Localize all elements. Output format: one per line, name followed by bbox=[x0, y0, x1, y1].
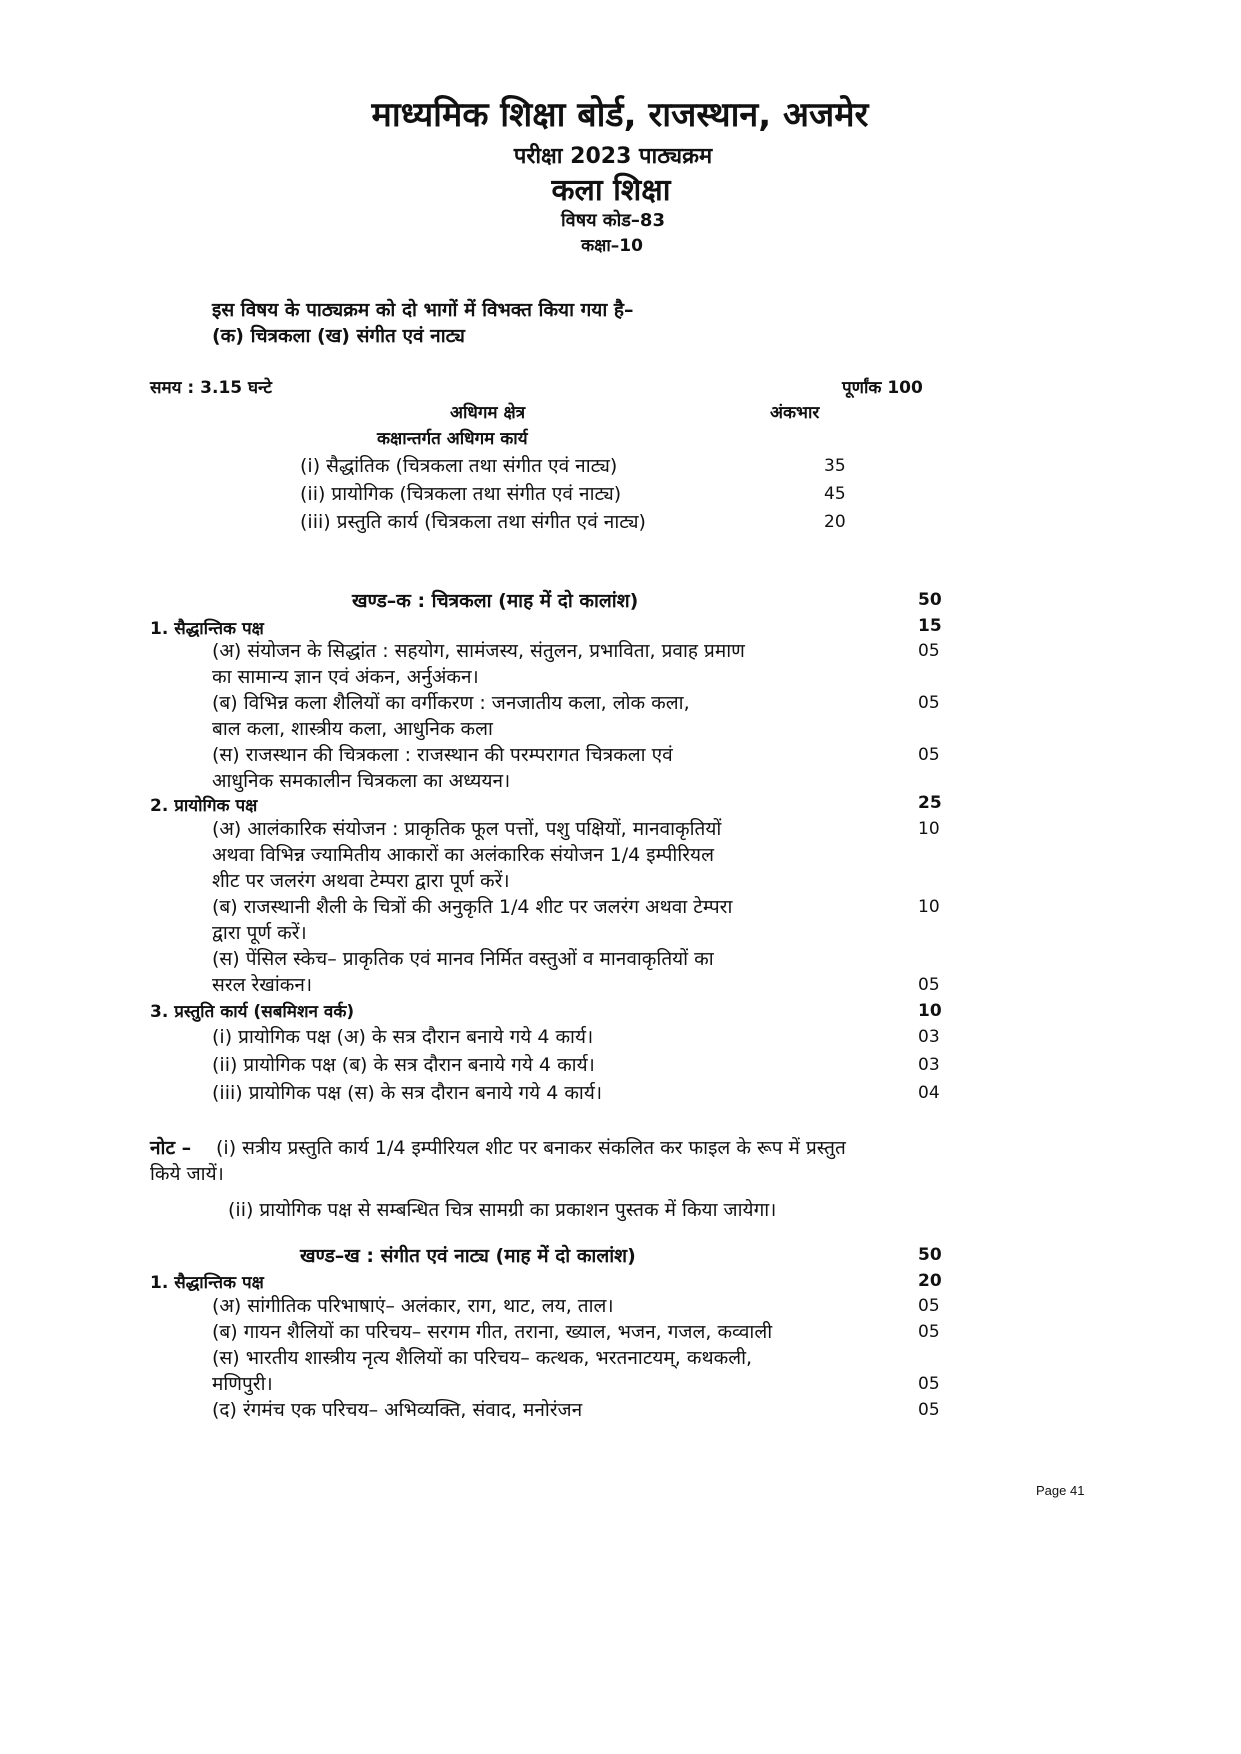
scheme-row-theory-marks: 35 bbox=[824, 456, 846, 476]
a-theory-item-c-marks: 05 bbox=[918, 745, 940, 765]
section-a-submission-heading: 3. प्रस्तुति कार्य (सबमिशन वर्क) bbox=[150, 1002, 355, 1022]
b-theory-item-c-marks: 05 bbox=[918, 1374, 940, 1394]
class-label: कक्षा–10 bbox=[581, 236, 643, 256]
subject-title: कला शिक्षा bbox=[551, 173, 671, 208]
a-practical-item-c-l1: (स) पेंसिल स्केच– प्राकृतिक एवं मानव निर्मित वस्तुओं व मानवाकृतियों का bbox=[212, 948, 714, 970]
section-a-practical-marks: 25 bbox=[918, 793, 942, 813]
b-theory-item-b-marks: 05 bbox=[918, 1322, 940, 1342]
scheme-row-practical: (ii) प्रायोगिक (चित्रकला तथा संगीत एवं नाट्य) bbox=[300, 483, 622, 505]
b-theory-item-b: (ब) गायन शैलियों का परिचय– सरगम गीत, तराना, ख्याल, भजन, गजल, कव्वाली bbox=[212, 1321, 773, 1343]
intro-line-2: (क) चित्रकला (ख) संगीत एवं नाट्य bbox=[212, 325, 465, 347]
scheme-col-weight: अंकभार bbox=[770, 403, 820, 423]
section-a-theory-heading: 1. सैद्धान्तिक पक्ष bbox=[150, 619, 264, 639]
a-practical-item-a-l2: अथवा विभिन्न ज्यामितीय आकारों का अलंकारिक संयोजन 1/4 इम्पीरियल bbox=[212, 844, 714, 866]
section-a-theory-marks: 15 bbox=[918, 616, 942, 636]
note-label: नोट – bbox=[150, 1137, 192, 1159]
a-practical-item-b-l1: (ब) राजस्थानी शैली के चित्रों की अनुकृति 1/4 शीट पर जलरंग अथवा टेम्परा bbox=[212, 896, 733, 918]
section-b-total: 50 bbox=[918, 1245, 942, 1265]
a-theory-item-b-l1: (ब) विभिन्न कला शैलियों का वर्गीकरण : जनजातीय कला, लोक कला, bbox=[212, 692, 690, 714]
scheme-col-area: अधिगम क्षेत्र bbox=[450, 403, 526, 423]
full-marks: पूर्णांक 100 bbox=[842, 378, 923, 398]
a-theory-item-a-l1: (अ) संयोजन के सिद्धांत : सहयोग, सामंजस्य, संतुलन, प्रभाविता, प्रवाह प्रमाण bbox=[212, 640, 745, 662]
exam-title: परीक्षा 2023 पाठ्यक्रम bbox=[513, 144, 713, 169]
a-practical-item-a-marks: 10 bbox=[918, 819, 940, 839]
a-practical-item-b-l2: द्वारा पूर्ण करें। bbox=[212, 922, 307, 944]
section-b-theory-marks: 20 bbox=[918, 1271, 942, 1291]
board-title: माध्यमिक शिक्षा बोर्ड, राजस्थान, अजमेर bbox=[371, 95, 869, 135]
a-practical-item-a-l1: (अ) आलंकारिक संयोजन : प्राकृतिक फूल पत्तों, पशु पक्षियों, मानवाकृतियों bbox=[212, 818, 722, 840]
a-theory-item-a-marks: 05 bbox=[918, 641, 940, 661]
scheme-row-submission-marks: 20 bbox=[824, 512, 846, 532]
b-theory-item-c-l1: (स) भारतीय शास्त्रीय नृत्य शैलियों का परिचय– कत्थक, भरतनाटयम्, कथकली, bbox=[212, 1347, 753, 1369]
a-submission-item-i-marks: 03 bbox=[918, 1027, 940, 1047]
a-submission-item-ii: (ii) प्रायोगिक पक्ष (ब) के सत्र दौरान बनाये गये 4 कार्य। bbox=[212, 1054, 595, 1076]
a-submission-item-iii: (iii) प्रायोगिक पक्ष (स) के सत्र दौरान बनाये गये 4 कार्य। bbox=[212, 1082, 603, 1104]
b-theory-item-a: (अ) सांगीतिक परिभाषाएं– अलंकार, राग, थाट, लय, ताल। bbox=[212, 1295, 614, 1317]
b-theory-item-c-l2: मणिपुरी। bbox=[212, 1373, 273, 1395]
note-i-line-2: किये जायें। bbox=[150, 1163, 224, 1185]
note-i-line-1: (i) सत्रीय प्रस्तुति कार्य 1/4 इम्पीरियल शीट पर बनाकर संकलित कर फाइल के रूप में प्रस्तुत bbox=[216, 1137, 846, 1159]
a-submission-item-ii-marks: 03 bbox=[918, 1055, 940, 1075]
a-submission-item-iii-marks: 04 bbox=[918, 1083, 940, 1103]
scheme-row-submission: (iii) प्रस्तुति कार्य (चित्रकला तथा संगीत एवं नाट्य) bbox=[300, 511, 646, 533]
section-b-title: खण्ड–ख : संगीत एवं नाट्य (माह में दो कालांश) bbox=[300, 1245, 636, 1267]
scheme-subhead: कक्षान्तर्गत अधिगम कार्य bbox=[377, 429, 528, 449]
intro-line-1: इस विषय के पाठ्यक्रम को दो भागों में विभक्त किया गया है– bbox=[212, 299, 634, 321]
scheme-row-theory: (i) सैद्धांतिक (चित्रकला तथा संगीत एवं नाट्य) bbox=[300, 455, 618, 477]
a-submission-item-i: (i) प्रायोगिक पक्ष (अ) के सत्र दौरान बनाये गये 4 कार्य। bbox=[212, 1026, 594, 1048]
b-theory-item-a-marks: 05 bbox=[918, 1296, 940, 1316]
a-practical-item-a-l3: शीट पर जलरंग अथवा टेम्परा द्वारा पूर्ण करें। bbox=[212, 870, 510, 892]
a-theory-item-b-l2: बाल कला, शास्त्रीय कला, आधुनिक कला bbox=[212, 718, 493, 740]
scheme-row-practical-marks: 45 bbox=[824, 484, 846, 504]
note-ii: (ii) प्रायोगिक पक्ष से सम्बन्धित चित्र सामग्री का प्रकाशन पुस्तक में किया जायेगा। bbox=[228, 1199, 777, 1221]
a-theory-item-b-marks: 05 bbox=[918, 693, 940, 713]
section-a-practical-heading: 2. प्रायोगिक पक्ष bbox=[150, 796, 258, 816]
exam-time: समय : 3.15 घन्टे bbox=[150, 378, 272, 398]
section-a-title: खण्ड–क : चित्रकला (माह में दो कालांश) bbox=[352, 590, 639, 612]
a-theory-item-c-l2: आधुनिक समकालीन चित्रकला का अध्ययन। bbox=[212, 770, 511, 792]
a-practical-item-c-marks: 05 bbox=[918, 975, 940, 995]
subject-code: विषय कोड–83 bbox=[561, 210, 665, 231]
page-number: Page 41 bbox=[1036, 1483, 1085, 1498]
section-a-total: 50 bbox=[918, 590, 942, 610]
a-theory-item-c-l1: (स) राजस्थान की चित्रकला : राजस्थान की परम्परागत चित्रकला एवं bbox=[212, 744, 673, 766]
a-practical-item-c-l2: सरल रेखांकन। bbox=[212, 974, 313, 996]
a-practical-item-b-marks: 10 bbox=[918, 897, 940, 917]
b-theory-item-d-marks: 05 bbox=[918, 1400, 940, 1420]
section-b-theory-heading: 1. सैद्धान्तिक पक्ष bbox=[150, 1273, 264, 1293]
a-theory-item-a-l2: का सामान्य ज्ञान एवं अंकन, अर्नुअंकन। bbox=[212, 666, 479, 688]
b-theory-item-d: (द) रंगमंच एक परिचय– अभिव्यक्ति, संवाद, मनोरंजन bbox=[212, 1399, 583, 1421]
section-a-submission-marks: 10 bbox=[918, 1001, 942, 1021]
